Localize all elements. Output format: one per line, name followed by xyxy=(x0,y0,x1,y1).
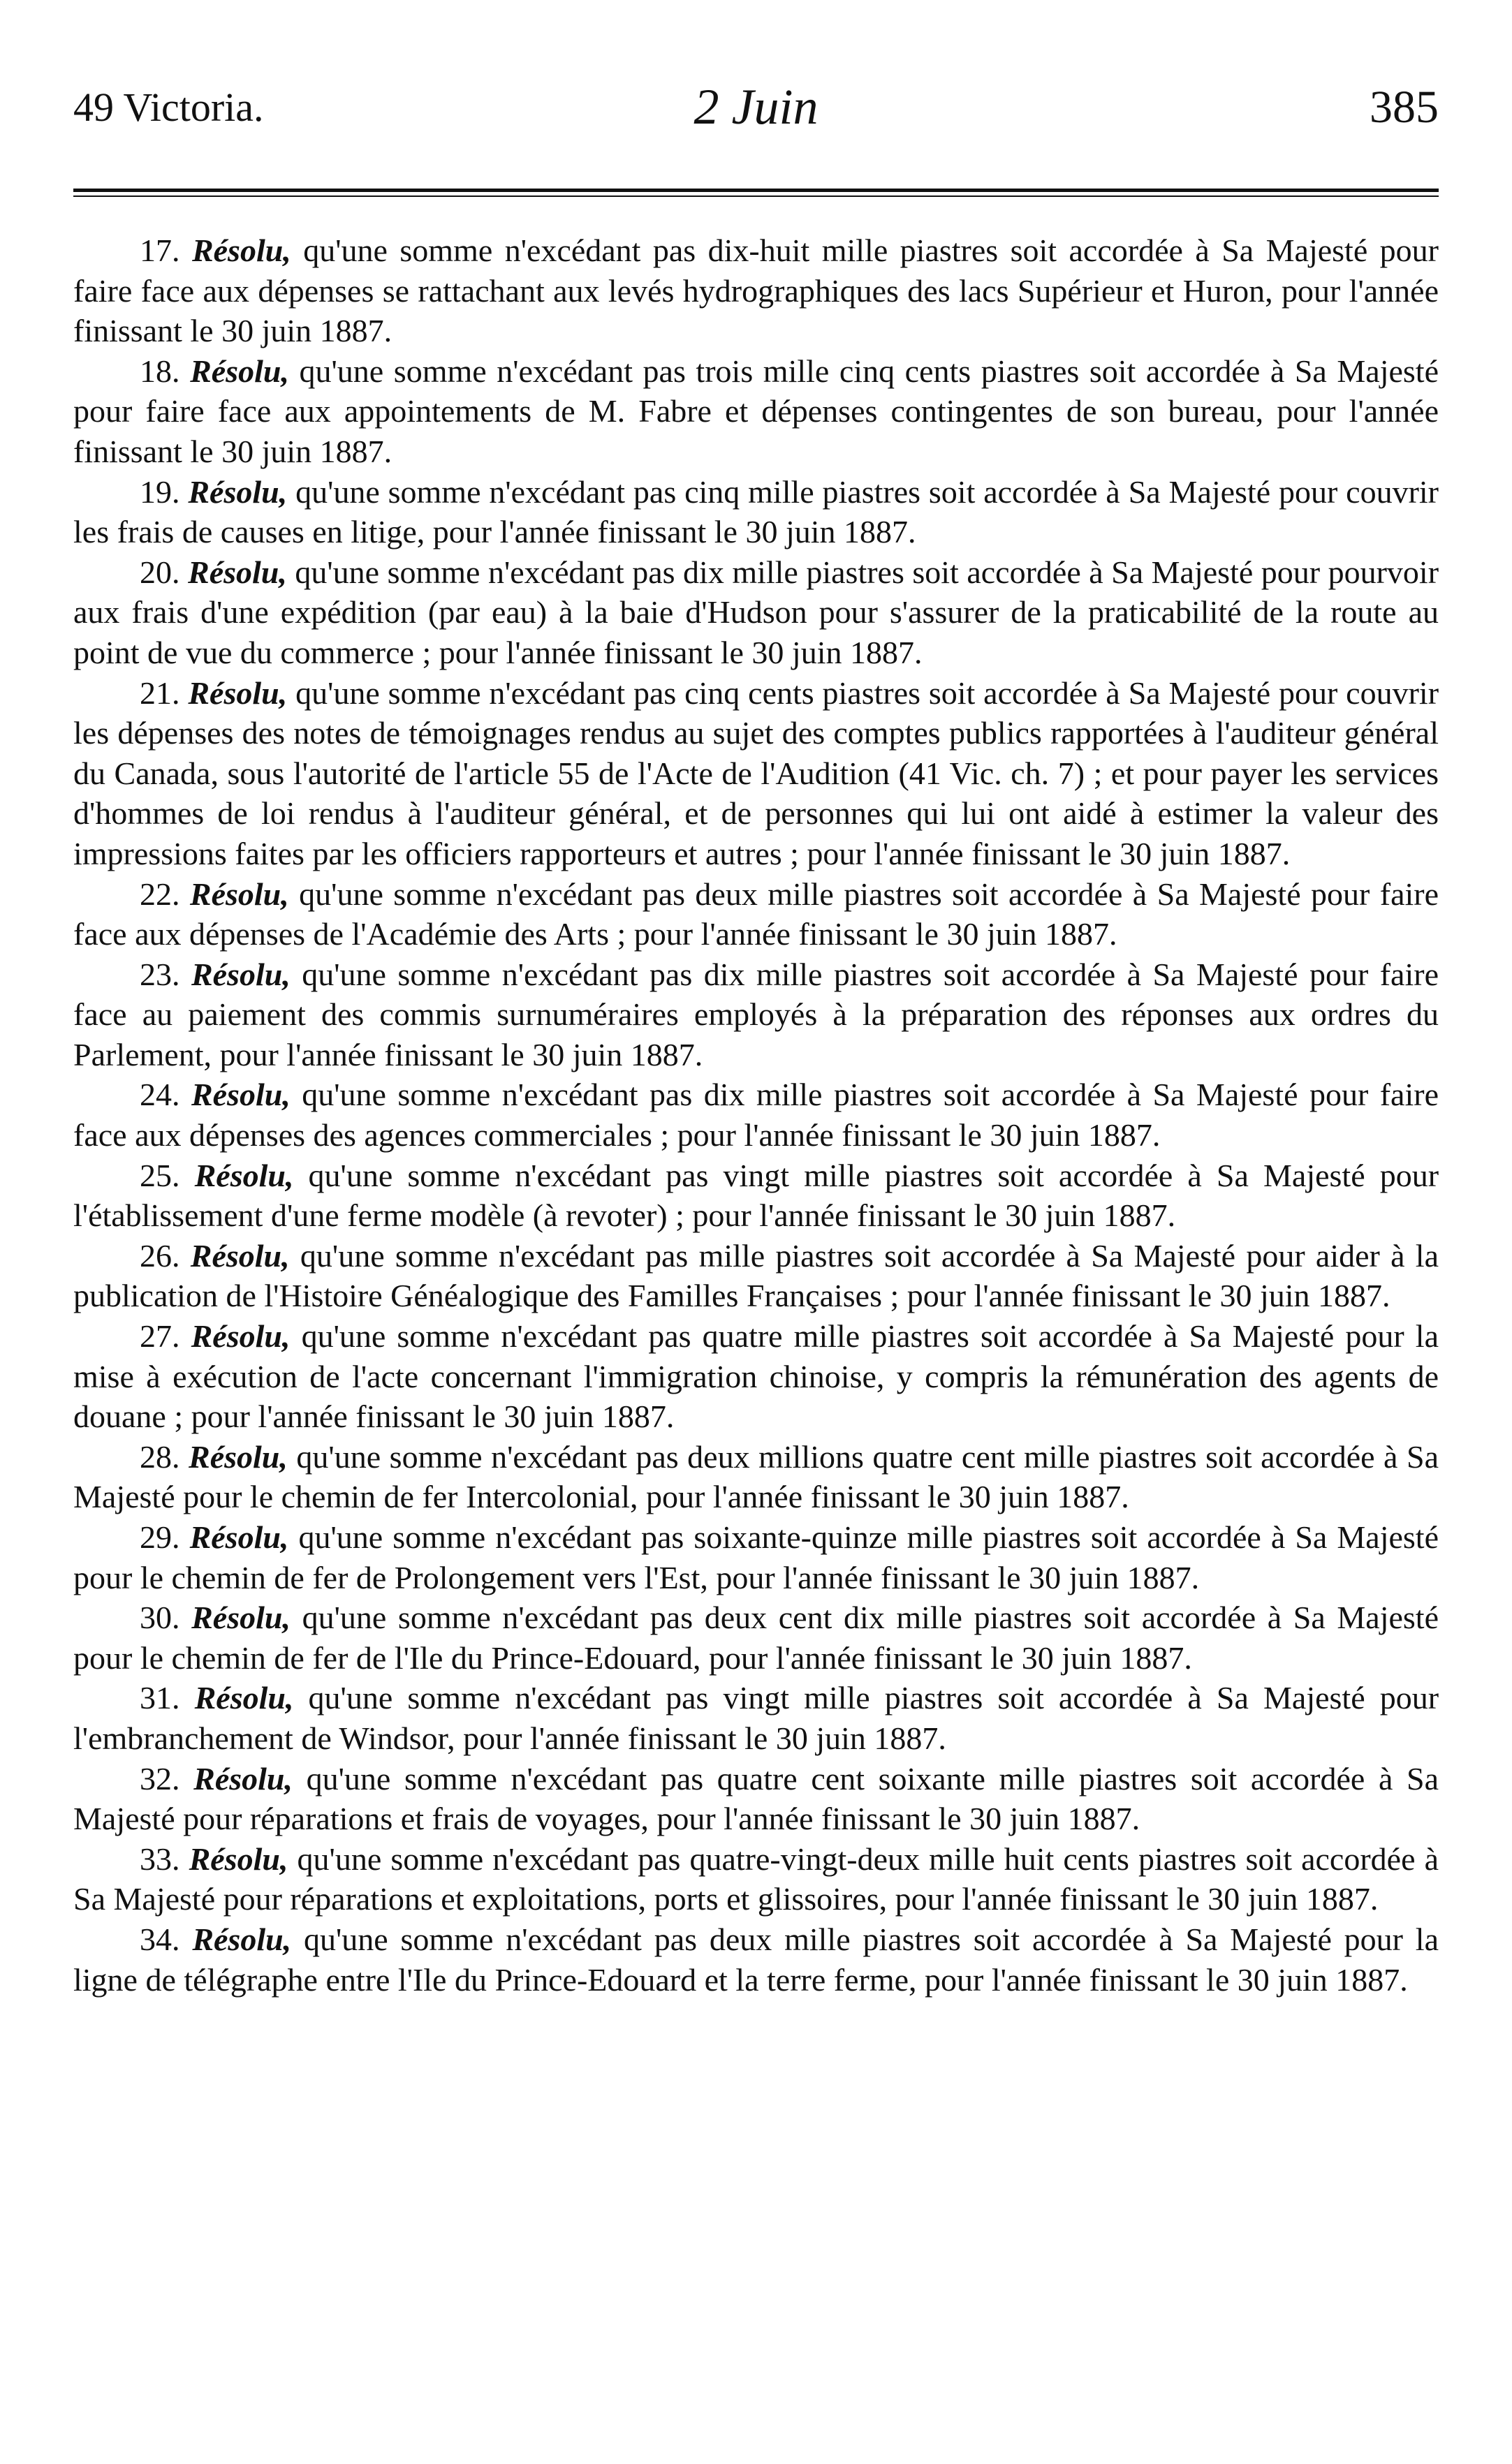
resolution-number: 29. xyxy=(140,1519,180,1555)
resolution-number: 24. xyxy=(140,1077,180,1113)
resolution-keyword: Résolu, xyxy=(192,1921,292,1957)
resolution-keyword: Résolu, xyxy=(191,956,291,992)
resolution-paragraph xyxy=(73,1678,1439,1758)
resolution-keyword: Résolu, xyxy=(188,674,288,711)
resolution-keyword: Résolu, xyxy=(188,554,287,590)
resolution-keyword: Résolu, xyxy=(189,1438,288,1475)
resolution-keyword: Résolu, xyxy=(191,233,291,268)
resolution-number: 17. xyxy=(140,233,180,268)
resolution-paragraph xyxy=(73,552,1439,673)
header-date: 2 Juin xyxy=(693,79,819,135)
resolution-text: qu'une somme n'excédant pas soixante-quinze mille piastres soit accordée à Sa Majesté pour le chemin de fer de Prolongement vers l'Est, pour l'année finissant le 30 juin 1887. xyxy=(73,1519,1439,1595)
resolution-text: qu'une somme n'excédant pas quatre cent soixante mille piastres soit accordée à Sa Majesté pour réparations et frais de voyages, pour l'année finissant le 30 juin 1887. xyxy=(73,1760,1439,1837)
resolution-keyword: Résolu, xyxy=(189,1840,288,1877)
resolution-keyword: Résolu, xyxy=(194,1157,294,1193)
resolution-paragraph xyxy=(73,1839,1439,1919)
resolution-paragraph xyxy=(73,954,1439,1075)
resolution-keyword: Résolu, xyxy=(191,1077,291,1113)
resolution-text: qu'une somme n'excédant pas quatre-vingt-deux mille huit cents piastres soit accordée à Sa Majesté pour réparations et exploitations, ports et glissoires, pour l'année finissant le 30 juin 1887. xyxy=(73,1840,1439,1917)
resolution-paragraph xyxy=(73,1156,1439,1236)
resolution-keyword: Résolu, xyxy=(188,473,288,510)
resolution-paragraph xyxy=(73,351,1439,472)
header-rule xyxy=(73,189,1439,202)
resolution-number: 18. xyxy=(140,353,180,389)
resolution-text: qu'une somme n'excédant pas dix mille piastres soit accordée à Sa Majesté pour pourvoir aux frais d'une expédition (par eau) à la baie d'Hudson pour s'assurer de la praticabilité de la route au point de vue du commerce ; pour l'année finissant le 30 juin 1887. xyxy=(73,554,1439,670)
resolution-number: 34. xyxy=(140,1921,180,1957)
resolution-keyword: Résolu, xyxy=(194,1680,294,1716)
resolution-number: 27. xyxy=(140,1318,180,1355)
resolution-paragraph xyxy=(73,1759,1439,1839)
header-rule-thin xyxy=(73,196,1439,197)
resolution-paragraph xyxy=(73,1236,1439,1316)
resolution-paragraph xyxy=(73,673,1439,874)
resolution-keyword: Résolu, xyxy=(191,1318,291,1355)
resolution-text: qu'une somme n'excédant pas deux millions quatre cent mille piastres soit accordée à Sa Majesté pour le chemin de fer Intercolonial, pour l'année finissant le 30 juin 1887. xyxy=(73,1438,1439,1515)
resolution-keyword: Résolu, xyxy=(193,1760,293,1797)
resolution-text: qu'une somme n'excédant pas cinq mille piastres soit accordée à Sa Majesté pour couvrir les frais de causes en litige, pour l'année finissant le 30 juin 1887. xyxy=(73,473,1439,550)
resolution-number: 23. xyxy=(140,956,180,992)
resolution-paragraph xyxy=(73,472,1439,552)
resolution-keyword: Résolu, xyxy=(190,1237,290,1274)
resolution-keyword: Résolu, xyxy=(189,876,289,912)
resolution-text: qu'une somme n'excédant pas quatre mille piastres soit accordée à Sa Majesté pour la mise à exécution de l'acte concernant l'immigration chinoise, y compris la rémunération des agents de douane ; pour l'année finissant le 30 juin 1887. xyxy=(73,1318,1439,1435)
document-page xyxy=(73,79,1439,2437)
resolution-number: 26. xyxy=(140,1237,180,1274)
resolution-text: qu'une somme n'excédant pas dix mille piastres soit accordée à Sa Majesté pour faire face aux dépenses des agences commerciales ; pour l'année finissant le 30 juin 1887. xyxy=(73,1077,1439,1153)
resolution-text: qu'une somme n'excédant pas deux mille piastres soit accordée à Sa Majesté pour faire face aux dépenses de l'Académie des Arts ; pour l'année finissant le 30 juin 1887. xyxy=(73,876,1439,952)
resolution-paragraph xyxy=(73,230,1439,351)
resolution-text: qu'une somme n'excédant pas dix mille piastres soit accordée à Sa Majesté pour faire face au paiement des commis surnuméraires employés à la préparation des réponses aux ordres du Parlement, pour l'année finissant le 30 juin 1887. xyxy=(73,956,1439,1072)
resolution-paragraph xyxy=(73,1598,1439,1678)
resolution-paragraph xyxy=(73,1075,1439,1155)
header-session: 49 Victoria. xyxy=(73,84,264,130)
resolution-text: qu'une somme n'excédant pas trois mille cinq cents piastres soit accordée à Sa Majesté pour faire face aux appointements de M. Fabre et dépenses contingentes de son bureau, pour l'année finissant le 30 juin 1887. xyxy=(73,353,1439,469)
resolution-text: qu'une somme n'excédant pas dix-huit mille piastres soit accordée à Sa Majesté pour faire face aux dépenses se rattachant aux levés hydrographiques des lacs Supérieur et Huron, pour l'année finissant le 30 juin 1887. xyxy=(73,233,1439,349)
resolution-keyword: Résolu, xyxy=(190,353,289,389)
resolution-paragraph xyxy=(73,1517,1439,1598)
resolution-number: 19. xyxy=(140,473,180,510)
resolution-number: 28. xyxy=(140,1438,180,1475)
page-body xyxy=(73,230,1439,2000)
resolution-number: 22. xyxy=(140,876,180,912)
resolution-text: qu'une somme n'excédant pas vingt mille piastres soit accordée à Sa Majesté pour l'embranchement de Windsor, pour l'année finissant le 30 juin 1887. xyxy=(73,1680,1439,1756)
resolution-paragraph xyxy=(73,1316,1439,1437)
resolution-paragraph xyxy=(73,874,1439,954)
resolution-text: qu'une somme n'excédant pas cinq cents piastres soit accordée à Sa Majesté pour couvrir les dépenses des notes de témoignages rendus au sujet des comptes publics rapportées à l'auditeur général du Canada, sous l'autorité de l'article 55 de l'Acte de l'Audition (41 Vic. ch. 7) ; et pour payer les services d'hommes de loi rendus à l'auditeur général, et de personnes qui lui ont aidé à estimer la valeur des impressions faites par les officiers rapporteurs et autres ; pour l'année finissant le 30 juin 1887. xyxy=(73,674,1439,871)
resolution-number: 21. xyxy=(140,674,180,711)
resolution-text: qu'une somme n'excédant pas mille piastres soit accordée à Sa Majesté pour aider à la publication de l'Histoire Généalogique des Familles Françaises ; pour l'année finissant le 30 juin 1887. xyxy=(73,1237,1439,1314)
header-rule-thick xyxy=(73,189,1439,192)
resolution-text: qu'une somme n'excédant pas vingt mille piastres soit accordée à Sa Majesté pour l'établissement d'une ferme modèle (à revoter) ; pour l'année finissant le 30 juin 1887. xyxy=(73,1157,1439,1234)
resolution-number: 33. xyxy=(140,1840,180,1877)
resolution-number: 31. xyxy=(140,1680,180,1716)
resolution-number: 30. xyxy=(140,1600,180,1636)
resolution-keyword: Résolu, xyxy=(191,1600,291,1636)
resolution-number: 32. xyxy=(140,1760,180,1797)
resolution-paragraph xyxy=(73,1437,1439,1517)
resolution-text: qu'une somme n'excédant pas deux cent dix mille piastres soit accordée à Sa Majesté pour le chemin de fer de l'Ile du Prince-Edouard, pour l'année finissant le 30 juin 1887. xyxy=(73,1600,1439,1676)
resolution-text: qu'une somme n'excédant pas deux mille piastres soit accordée à Sa Majesté pour la ligne de télégraphe entre l'Ile du Prince-Edouard et la terre ferme, pour l'année finissant le 30 juin 1887. xyxy=(73,1921,1439,1998)
page-header xyxy=(73,79,1439,154)
resolution-keyword: Résolu, xyxy=(189,1519,289,1555)
page-number: 385 xyxy=(1370,82,1439,133)
resolution-number: 20. xyxy=(140,554,180,590)
resolution-number: 25. xyxy=(140,1157,180,1193)
resolution-paragraph xyxy=(73,1919,1439,2000)
